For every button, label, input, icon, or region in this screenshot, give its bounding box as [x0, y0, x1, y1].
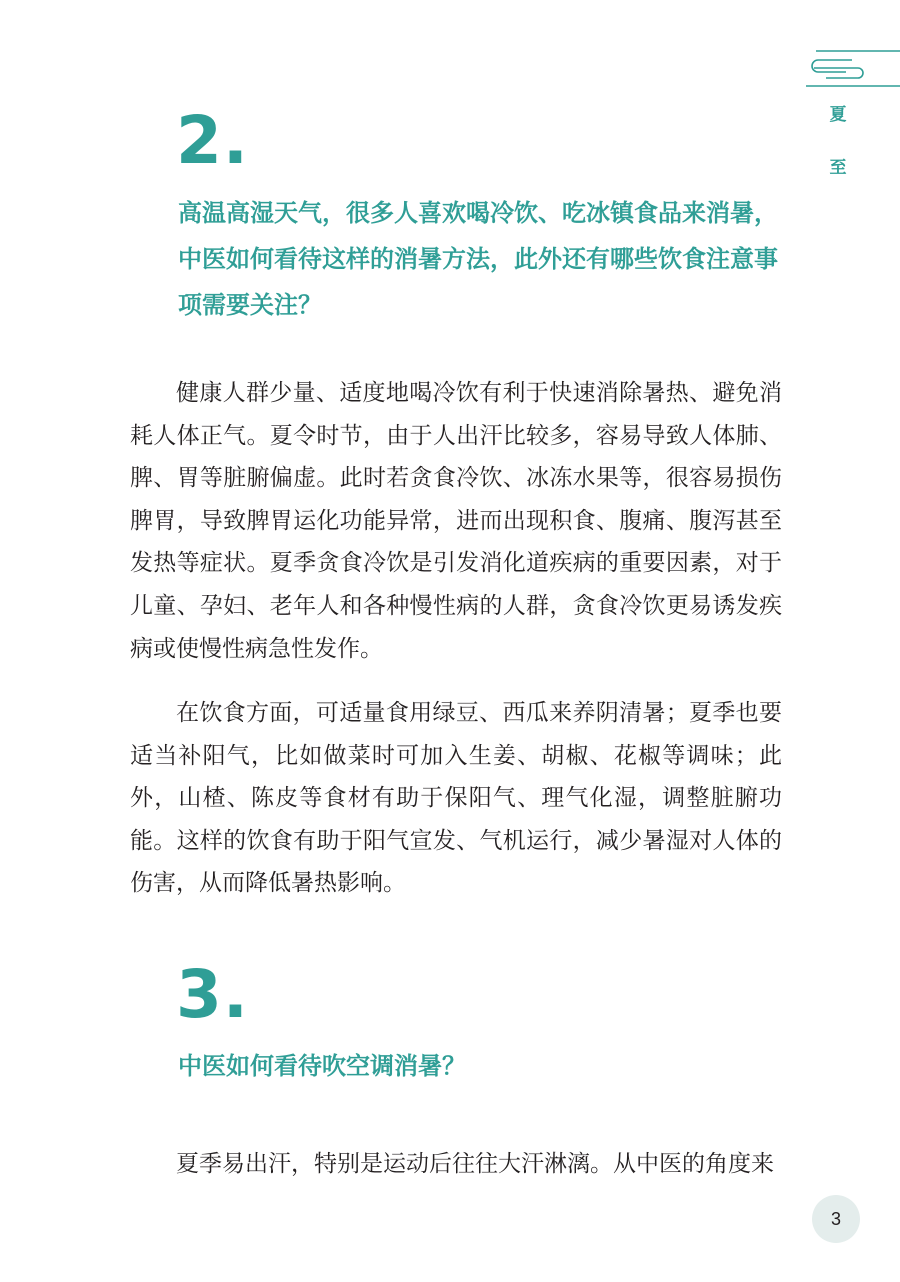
- sidebar-char-bottom: 至: [829, 158, 847, 178]
- section-question: 高温高湿天气，很多人喜欢喝冷饮、吃冰镇食品来消暑，中医如何看待这样的消暑方法，此外还有哪些饮食注意事项需要关注？: [178, 199, 778, 319]
- section-number: 2.: [176, 102, 249, 179]
- page-number: 3: [812, 1195, 860, 1243]
- body-paragraph: 在饮食方面，可适量食用绿豆、西瓜来养阴清暑；夏季也要适当补阳气，比如做菜时可加入生姜、胡椒、花椒等调味；此外，山楂、陈皮等食材有助于保阳气、理气化湿，调整脏腑功能。这样的饮食有助于阳气宣发、气机运行，减少暑湿对人体的伤害，从而降低暑热影响。: [130, 700, 782, 897]
- body-paragraph: 健康人群少量、适度地喝冷饮有利于快速消除暑热、避免消耗人体正气。夏令时节，由于人出汗比较多，容易导致人体肺、脾、胃等脏腑偏虚。此时若贪食冷饮、冰冻水果等，很容易损伤脾胃，导致脾胃运化功能异常，进而出现积食、腹痛、腹泻甚至发热等症状。夏季贪食冷饮是引发消化道疾病的重要因素，对于儿童、孕妇、老年人和各种慢性病的人群，贪食冷饮更易诱发疾病或使慢性病急性发作。: [130, 380, 782, 662]
- wave-decoration-icon: [806, 44, 900, 94]
- section-number: 3.: [176, 956, 249, 1033]
- section-question: 中医如何看待吹空调消暑？: [178, 1052, 466, 1080]
- body-paragraph: 夏季易出汗，特别是运动后往往大汗淋漓。从中医的角度来: [176, 1151, 774, 1177]
- sidebar-char-top: 夏: [829, 105, 847, 125]
